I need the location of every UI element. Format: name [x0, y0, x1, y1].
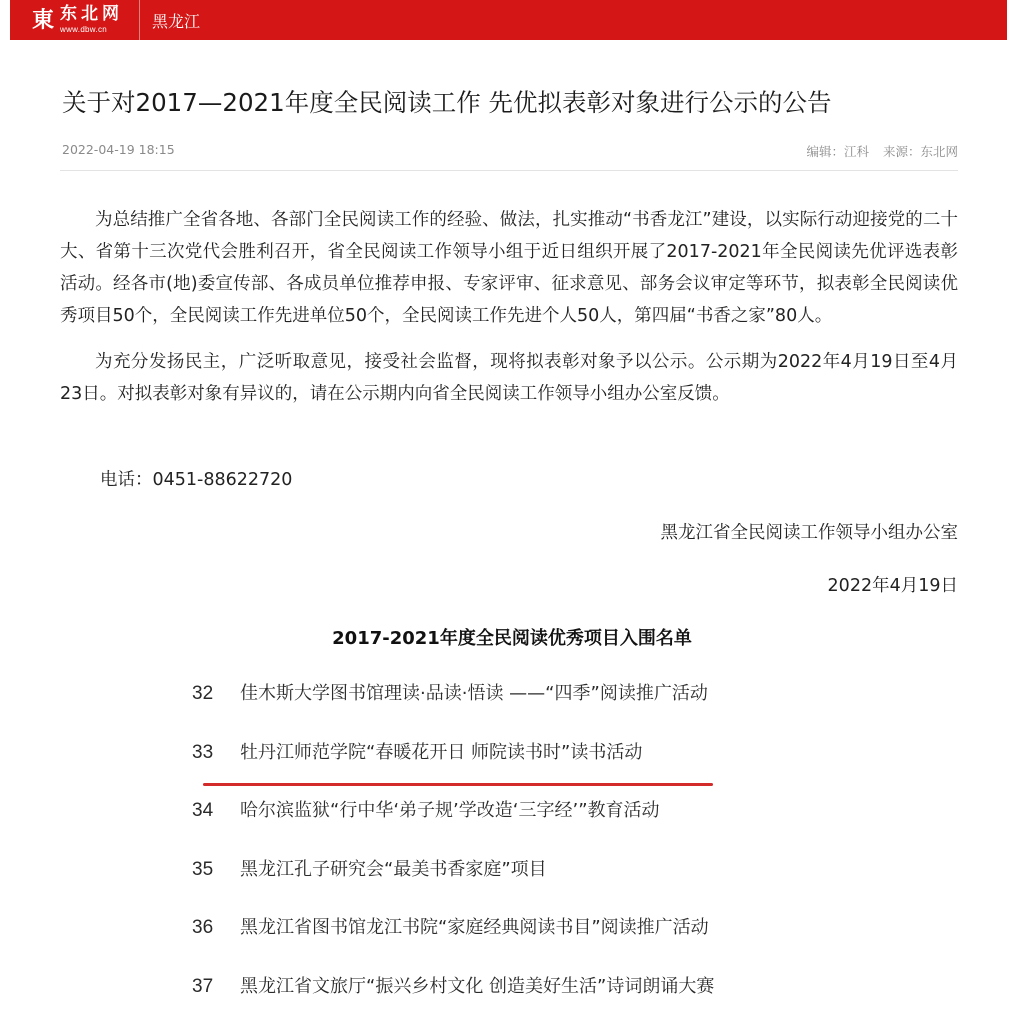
list-item	[192, 797, 912, 856]
list-item	[192, 739, 912, 798]
publish-date: 2022-04-19 18:15	[62, 142, 175, 157]
list-item-number: 33	[192, 739, 240, 767]
scroll-edge-marker	[1014, 646, 1020, 660]
source-credit: 来源：东北网	[883, 144, 958, 159]
list-item-number: 37	[192, 973, 240, 1001]
top-nav-bar	[10, 0, 1007, 40]
signature-org: 黑龙江省全民阅读工作领导小组办公室	[661, 519, 959, 547]
shortlist	[192, 680, 912, 1031]
site-logo[interactable]	[10, 0, 140, 40]
logo-text-group	[60, 6, 123, 34]
list-item-text: 黑龙江省文旅厅“振兴乡村文化 创造美好生活”诗词朗诵大赛	[240, 973, 714, 1001]
signature-date: 2022年4月19日	[828, 572, 958, 600]
logo-emblem-icon: 東	[32, 7, 54, 33]
logo-name: 东北网	[60, 6, 123, 23]
list-title: 2017-2021年度全民阅读优秀项目入围名单	[0, 626, 1024, 652]
list-item	[192, 856, 912, 915]
article-meta	[62, 142, 958, 162]
paragraph-1: 为总结推广全省各地、各部门全民阅读工作的经验、做法，扎实推动“书香龙江”建设，以实际行动迎接党的二十大、省第十三次党代会胜利召开，省全民阅读工作领导小组于近日组织开展了2017-2021年全民阅读先优评选表彰活动。经各市(地)委宣传部、各成员单位推荐申报、专家评审、征求意见、部务会议审定等环节，拟表彰全民阅读优秀项目50个，全民阅读工作先进单位50个，全民阅读工作先进个人50人，第四届“书香之家”80人。	[60, 204, 958, 332]
contact-phone: 电话：0451-88622720	[100, 466, 292, 494]
title-divider	[60, 170, 958, 171]
meta-credits	[796, 142, 958, 160]
list-item-text: 黑龙江省图书馆龙江书院“家庭经典阅读书目”阅读推广活动	[240, 914, 709, 942]
list-item-text: 黑龙江孔子研究会“最美书香家庭”项目	[240, 856, 547, 884]
logo-url: www.dbw.cn	[60, 26, 123, 34]
list-item-number: 32	[192, 680, 240, 708]
list-item-number: 36	[192, 914, 240, 942]
list-item	[192, 973, 912, 1031]
paragraph-2: 为充分发扬民主，广泛听取意见，接受社会监督，现将拟表彰对象予以公示。公示期为2022年4月19日至4月23日。对拟表彰对象有异议的，请在公示期内向省全民阅读工作领导小组办公室反馈。	[60, 346, 958, 410]
list-item-text: 牡丹江师范学院“春暖花开日 师院读书时”读书活动	[240, 739, 642, 767]
article-body	[60, 204, 958, 410]
list-item-text: 佳木斯大学图书馆理读·品读·悟读 ——“四季”阅读推广活动	[240, 680, 708, 708]
list-item	[192, 680, 912, 739]
region-link-heilongjiang[interactable]: 黑龙江	[152, 9, 200, 32]
list-item-number: 35	[192, 856, 240, 884]
list-item-number: 34	[192, 797, 240, 825]
highlight-underline	[203, 783, 713, 786]
list-item-text: 哈尔滨监狱“行中华‘弟子规’学改造‘三字经’”教育活动	[240, 797, 660, 825]
article-title: 关于对2017—2021年度全民阅读工作 先优拟表彰对象进行公示的公告	[62, 84, 962, 119]
editor-credit: 编辑：江科	[806, 144, 869, 159]
list-item	[192, 914, 912, 973]
